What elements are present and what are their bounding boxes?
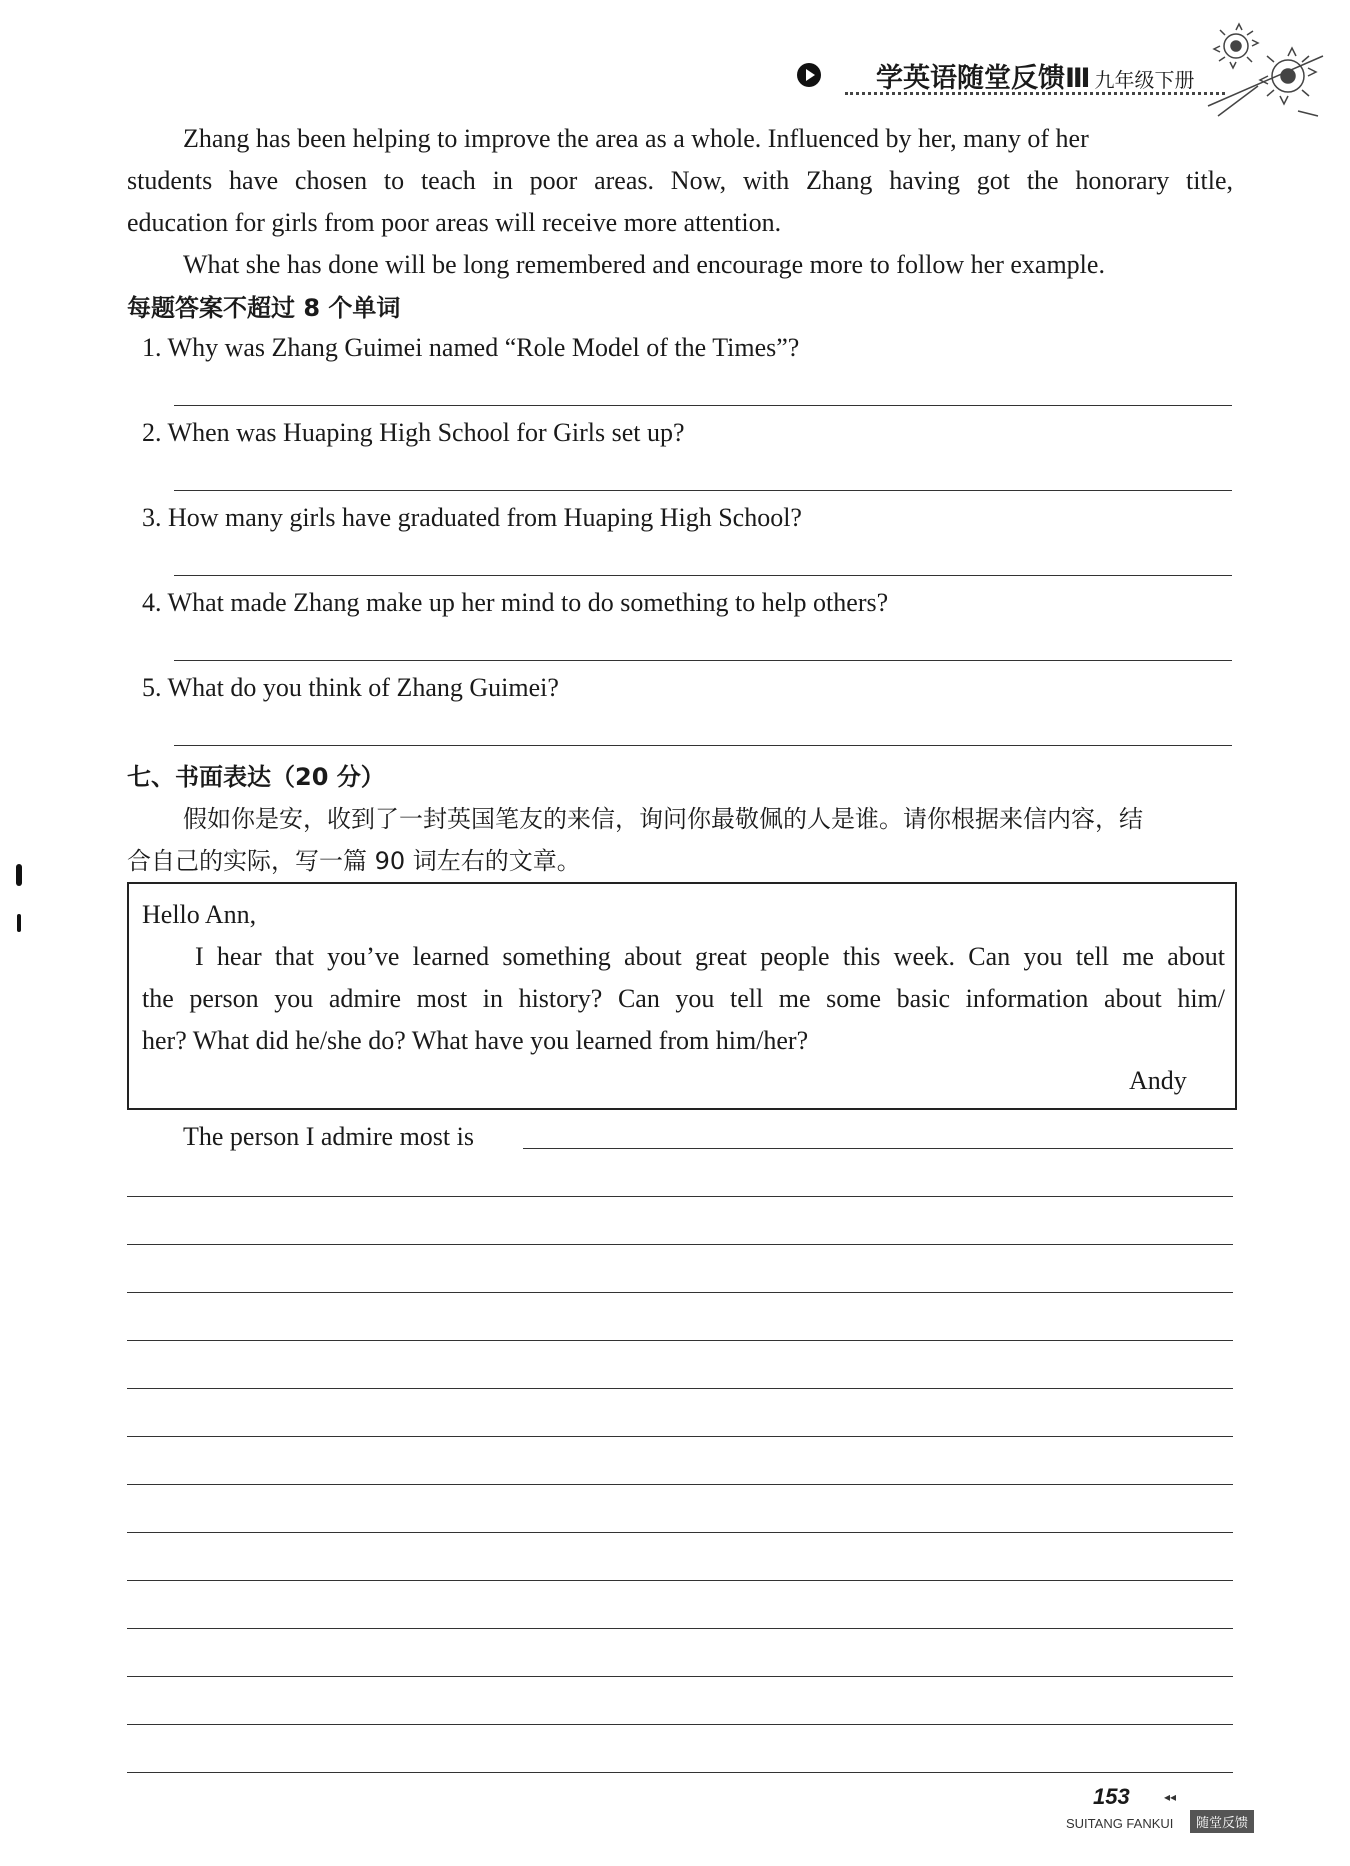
passage-line-3: education for girls from poor areas will receive more attention. bbox=[127, 208, 782, 237]
answer-line-4[interactable] bbox=[174, 660, 1232, 661]
writing-line[interactable] bbox=[127, 1580, 1233, 1581]
question-5: 5. What do you think of Zhang Guimei? bbox=[142, 673, 559, 702]
passage-line-1: Zhang has been helping to improve the area as a whole. Influenced by her, many of her bbox=[183, 124, 1089, 153]
question-2: 2. When was Huaping High School for Girls set up? bbox=[142, 418, 685, 447]
pen-pal-letter-box bbox=[127, 882, 1237, 1110]
answer-line-2[interactable] bbox=[174, 490, 1232, 491]
letter-line-2: the person you admire most in history? Can you tell me some basic information about him/ bbox=[142, 984, 1225, 1013]
writing-prompt-line-1: 假如你是安，收到了一封英国笔友的来信，询问你最敬佩的人是谁。请你根据来信内容，结 bbox=[183, 805, 1143, 833]
question-4: 4. What made Zhang make up her mind to do something to help others? bbox=[142, 588, 889, 617]
answer-line-3[interactable] bbox=[174, 575, 1232, 576]
letter-greeting: Hello Ann, bbox=[142, 900, 257, 929]
binding-mark bbox=[16, 864, 22, 886]
letter-signature: Andy bbox=[1129, 1066, 1187, 1095]
essay-starter: The person I admire most is bbox=[183, 1122, 474, 1151]
question-1: 1. Why was Zhang Guimei named “Role Model of the Times”? bbox=[142, 333, 800, 362]
writing-line[interactable] bbox=[127, 1388, 1233, 1389]
grade-label: 九年级下册 bbox=[1094, 68, 1195, 92]
writing-line[interactable] bbox=[127, 1436, 1233, 1437]
essay-starter-blank[interactable] bbox=[523, 1148, 1233, 1149]
binding-mark bbox=[17, 914, 21, 932]
play-circle-icon bbox=[796, 62, 822, 88]
answer-line-5[interactable] bbox=[174, 745, 1232, 746]
answer-instruction: 每题答案不超过 8 个单词 bbox=[127, 294, 401, 322]
writing-line[interactable] bbox=[127, 1628, 1233, 1629]
writing-heading: 七、书面表达（20 分） bbox=[127, 763, 385, 791]
writing-line[interactable] bbox=[127, 1724, 1233, 1725]
writing-line[interactable] bbox=[127, 1292, 1233, 1293]
answer-line-1[interactable] bbox=[174, 405, 1232, 406]
writing-line[interactable] bbox=[127, 1196, 1233, 1197]
writing-line[interactable] bbox=[127, 1772, 1233, 1773]
writing-line[interactable] bbox=[127, 1484, 1233, 1485]
series-name-cn: 随堂反馈 bbox=[1190, 1810, 1254, 1833]
writing-line[interactable] bbox=[127, 1244, 1233, 1245]
page-number: 153 bbox=[1093, 1784, 1130, 1809]
writing-line[interactable] bbox=[127, 1676, 1233, 1677]
passage-line-2: students have chosen to teach in poor areas. Now, with Zhang having got the honorary title, bbox=[127, 166, 1233, 195]
letter-line-1: I hear that you’ve learned something about great people this week. Can you tell me about bbox=[195, 942, 1225, 971]
writing-line[interactable] bbox=[127, 1532, 1233, 1533]
passage-line-4: What she has done will be long remembered and encourage more to follow her example. bbox=[183, 250, 1105, 279]
book-title: 学英语随堂反馈Ⅲ 九年级下册 bbox=[876, 63, 1195, 94]
double-arrow-icon: ◂◂ bbox=[1164, 1790, 1177, 1804]
writing-line[interactable] bbox=[127, 1340, 1233, 1341]
series-name-en: SUITANG FANKUI bbox=[1066, 1816, 1174, 1831]
writing-prompt-line-2: 合自己的实际，写一篇 90 词左右的文章。 bbox=[127, 847, 581, 875]
question-3: 3. How many girls have graduated from Huaping High School? bbox=[142, 503, 802, 532]
header-dotted-rule bbox=[845, 92, 1225, 95]
letter-line-3: her? What did he/she do? What have you learned from him/her? bbox=[142, 1026, 809, 1055]
sunflower-decoration-icon bbox=[1198, 16, 1328, 126]
